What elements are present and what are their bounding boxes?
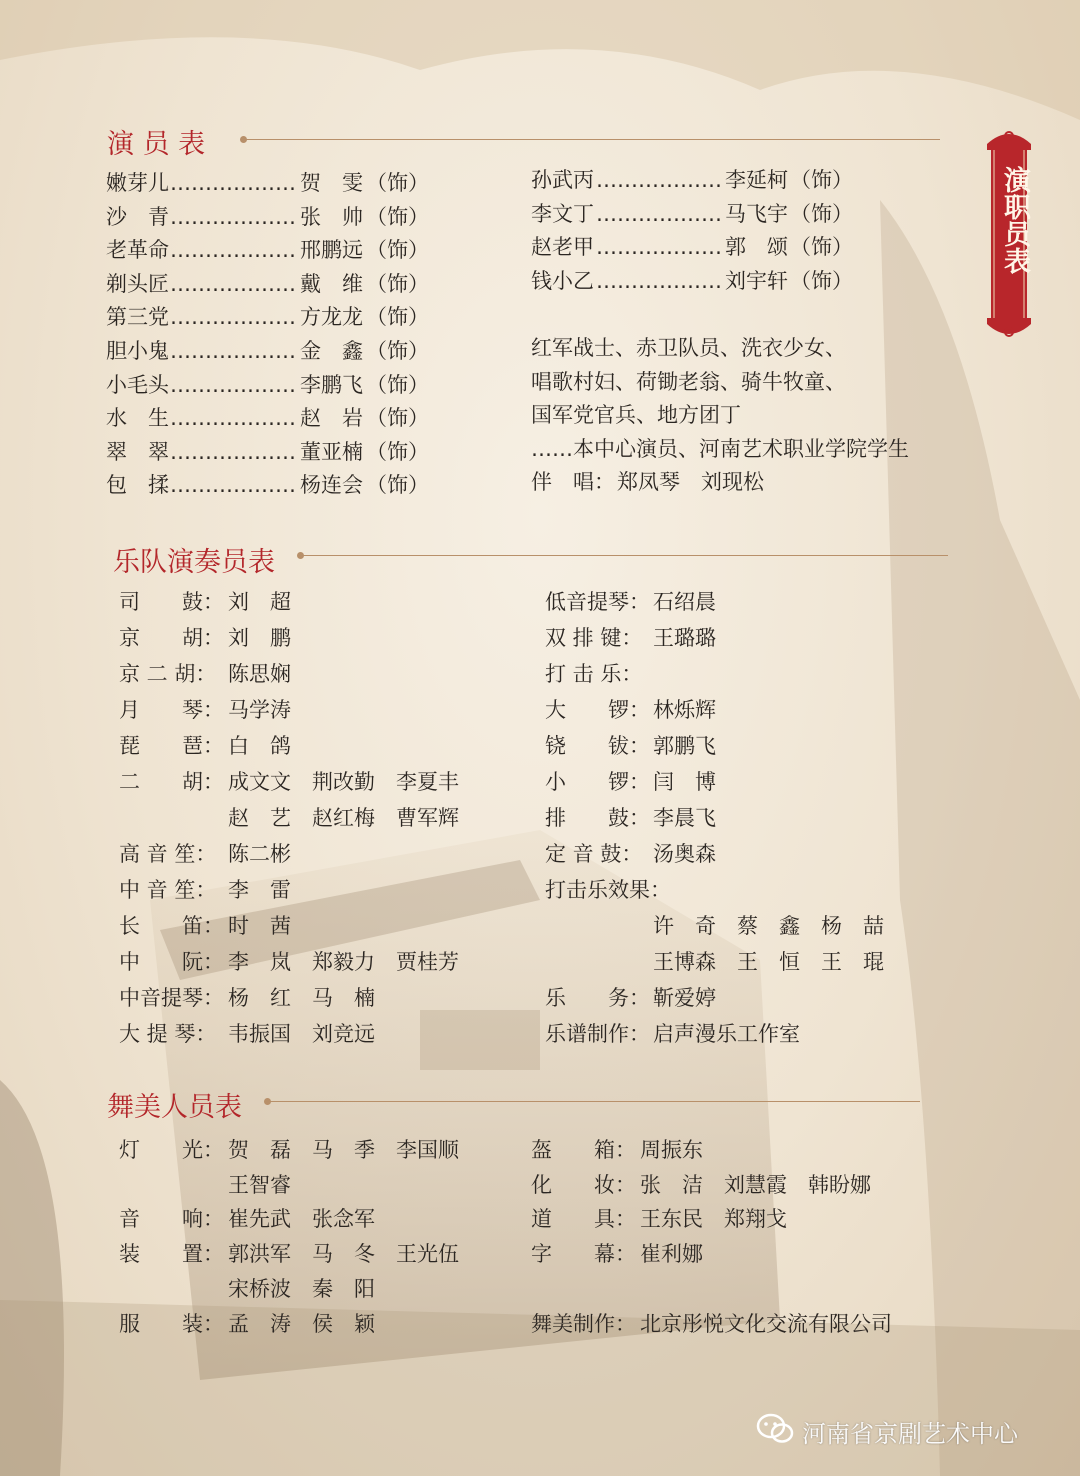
cast-role: 第三党 <box>106 305 169 330</box>
leader-dots: ……………… <box>596 168 722 192</box>
cast-actor: 李鹏飞 <box>300 372 363 397</box>
leader-dots: ……………… <box>170 204 296 229</box>
cast-role: 小毛头 <box>106 372 169 397</box>
leader-dots: ……………… <box>170 305 296 330</box>
band-label: 打击乐效果： <box>545 878 671 902</box>
cast-role: 翠 翠 <box>106 439 169 464</box>
band-names: 靳爱婷 <box>653 986 716 1010</box>
singers-names: 郑凤琴 刘现松 <box>617 470 764 494</box>
cast-actor: 赵 岩 <box>300 406 363 431</box>
band-names: 启声漫乐工作室 <box>653 1022 800 1046</box>
cast-role: 剃头匠 <box>106 271 169 296</box>
stage-label: 服 装： <box>119 1311 224 1336</box>
stage-names: 张 洁 刘慧霞 韩盼娜 <box>640 1172 871 1197</box>
cast-actor: 戴 维 <box>300 271 363 296</box>
band-label: 排 鼓： <box>545 806 650 830</box>
stage-names: 郭洪军 马 冬 王光伍 <box>228 1242 459 1267</box>
cast-role: 老革命 <box>106 238 169 263</box>
cast-role-suffix: （饰） <box>366 473 429 498</box>
band-names: 马学涛 <box>228 698 291 722</box>
cast-role: 嫩芽儿 <box>106 171 169 195</box>
band-label: 双 排 键： <box>545 626 643 650</box>
band-names: 石绍晨 <box>653 590 716 614</box>
leader-dots: ……………… <box>170 473 296 498</box>
band-label: 定 音 鼓： <box>545 842 643 866</box>
cast-role: 赵老甲 <box>531 235 594 260</box>
band-label: 琵 琶： <box>119 734 224 758</box>
band-names: 王博森 王 恒 王 琨 <box>653 950 884 974</box>
band-names: 李晨飞 <box>653 806 716 830</box>
leader-dots: ……………… <box>596 268 722 293</box>
band-label: 铙 钹： <box>545 734 650 758</box>
leader-dots: ……………… <box>170 271 296 296</box>
band-names: 闫 博 <box>653 770 716 794</box>
cast-role: 胆小鬼 <box>106 339 169 363</box>
band-names: 许 奇 蔡 鑫 杨 喆 <box>653 914 884 938</box>
title-rule <box>246 139 940 140</box>
band-label: 乐谱制作： <box>545 1022 650 1046</box>
band-names: 时 茜 <box>228 914 291 938</box>
cast-role: 孙武丙 <box>531 168 594 192</box>
ensemble-line: ……本中心演员、河南艺术职业学院学生 <box>531 436 909 461</box>
cast-actor: 贺 雯 <box>300 171 363 195</box>
band-section-title: 乐队演奏员表 <box>113 547 275 578</box>
cast-role: 钱小乙 <box>531 268 594 293</box>
side-title-tag <box>987 128 1031 340</box>
band-names: 刘 超 <box>228 590 291 614</box>
stage-label: 字 幕： <box>531 1242 636 1267</box>
band-label: 长 笛： <box>119 914 224 938</box>
band-label: 小 锣： <box>545 770 650 794</box>
leader-dots: ……………… <box>596 235 722 260</box>
stage-names: 北京彤悦文化交流有限公司 <box>640 1311 892 1336</box>
band-label: 京 胡： <box>119 626 224 650</box>
cast-role-suffix: （饰） <box>790 201 853 226</box>
leader-dots: ……………… <box>170 372 296 397</box>
stage-names: 周振东 <box>640 1138 703 1162</box>
cast-role-suffix: （饰） <box>366 439 429 464</box>
cast-role-suffix: （饰） <box>366 171 429 195</box>
stage-label: 盔 箱： <box>531 1138 636 1162</box>
band-names: 刘 鹏 <box>228 626 291 650</box>
band-label: 司 鼓： <box>119 590 224 614</box>
band-label: 乐 务： <box>545 986 650 1010</box>
wechat-icon <box>756 1412 794 1446</box>
ensemble-line: 唱歌村妇、荷锄老翁、骑牛牧童、 <box>531 369 846 394</box>
cast-role-suffix: （饰） <box>366 339 429 363</box>
band-label: 月 琴： <box>119 698 224 722</box>
cast-role-suffix: （饰） <box>366 372 429 397</box>
stage-names: 王智睿 <box>228 1172 291 1197</box>
band-names: 成文文 荆改勤 李夏丰 <box>228 770 459 794</box>
singers-label: 伴 唱： <box>531 470 615 494</box>
leader-dots: ……………… <box>596 201 722 226</box>
side-title-text: 演职员表 <box>999 166 1030 274</box>
cast-role-suffix: （饰） <box>366 238 429 263</box>
cast-actor: 张 帅 <box>300 204 363 229</box>
title-rule <box>270 1101 920 1102</box>
leader-dots: ……………… <box>170 406 296 431</box>
cast-role-suffix: （饰） <box>366 204 429 229</box>
stage-names: 王东民 郑翔戈 <box>640 1207 787 1232</box>
band-label: 二 胡： <box>119 770 224 794</box>
cast-role: 沙 青 <box>106 204 169 229</box>
band-names: 陈二彬 <box>228 842 291 866</box>
title-rule <box>303 555 948 556</box>
stage-section-title: 舞美人员表 <box>107 1092 242 1123</box>
cast-role-suffix: （饰） <box>366 305 429 330</box>
watermark-text: 河南省京剧艺术中心 <box>802 1420 1018 1448</box>
band-label: 中音提琴： <box>119 986 224 1010</box>
band-names: 王璐璐 <box>653 626 716 650</box>
band-label: 打 击 乐： <box>545 662 643 686</box>
band-names: 汤奥森 <box>653 842 716 866</box>
cast-actor: 金 鑫 <box>300 339 363 363</box>
cast-role-suffix: （饰） <box>790 268 853 293</box>
cast-actor: 杨连会 <box>300 473 363 498</box>
cast-actor: 李延柯 <box>725 168 788 192</box>
band-label: 中 阮： <box>119 950 224 974</box>
stage-names: 宋桥波 秦 阳 <box>228 1276 375 1301</box>
leader-dots: ……………… <box>170 238 296 263</box>
stage-label: 舞美制作： <box>531 1311 636 1336</box>
leader-dots: ……………… <box>170 339 296 363</box>
band-label: 高 音 笙： <box>119 842 217 866</box>
stage-names: 崔先武 张念军 <box>228 1207 375 1232</box>
band-names: 郭鹏飞 <box>653 734 716 758</box>
band-names: 李 岚 郑毅力 贾桂芳 <box>228 950 459 974</box>
leader-dots: ……………… <box>170 439 296 464</box>
band-names: 陈思娴 <box>228 662 291 686</box>
stage-names: 崔利娜 <box>640 1242 703 1267</box>
leader-dots: ……………… <box>170 171 296 195</box>
cast-role-suffix: （饰） <box>366 271 429 296</box>
stage-label: 道 具： <box>531 1207 636 1232</box>
cast-actor: 邢鹏远 <box>300 238 363 263</box>
band-label: 大 锣： <box>545 698 650 722</box>
cast-role-suffix: （饰） <box>366 406 429 431</box>
cast-role: 包 揉 <box>106 473 169 498</box>
stage-label: 装 置： <box>119 1242 224 1267</box>
cast-actor: 刘宇轩 <box>725 268 788 293</box>
ensemble-line: 红军战士、赤卫队员、洗衣少女、 <box>531 336 846 360</box>
band-label: 低音提琴： <box>545 590 650 614</box>
cast-role: 水 生 <box>106 406 169 431</box>
cast-actor: 郭 颂 <box>725 235 788 260</box>
band-names: 林烁辉 <box>653 698 716 722</box>
cast-actor: 方龙龙 <box>300 305 363 330</box>
band-label: 京 二 胡： <box>119 662 217 686</box>
stage-names: 贺 磊 马 季 李国顺 <box>228 1138 459 1162</box>
stage-label: 音 响： <box>119 1207 224 1232</box>
cast-actor: 马飞宇 <box>725 201 788 226</box>
band-names: 韦振国 刘竞远 <box>228 1022 375 1046</box>
cast-role: 李文丁 <box>531 201 594 226</box>
stage-label: 化 妆： <box>531 1172 636 1197</box>
band-names: 李 雷 <box>228 878 291 902</box>
band-label: 中 音 笙： <box>119 878 217 902</box>
cast-section-title: 演 员 表 <box>107 129 206 160</box>
band-names: 白 鸽 <box>228 734 291 758</box>
cast-role-suffix: （饰） <box>790 235 853 260</box>
band-names: 杨 红 马 楠 <box>228 986 375 1010</box>
ensemble-line: 国军党官兵、地方团丁 <box>531 403 741 428</box>
band-names: 赵 艺 赵红梅 曹军辉 <box>228 806 459 830</box>
cast-role-suffix: （饰） <box>790 168 853 192</box>
band-label: 大 提 琴： <box>119 1022 217 1046</box>
cast-actor: 董亚楠 <box>300 439 363 464</box>
stage-names: 孟 涛 侯 颖 <box>228 1311 375 1336</box>
stage-label: 灯 光： <box>119 1138 224 1162</box>
